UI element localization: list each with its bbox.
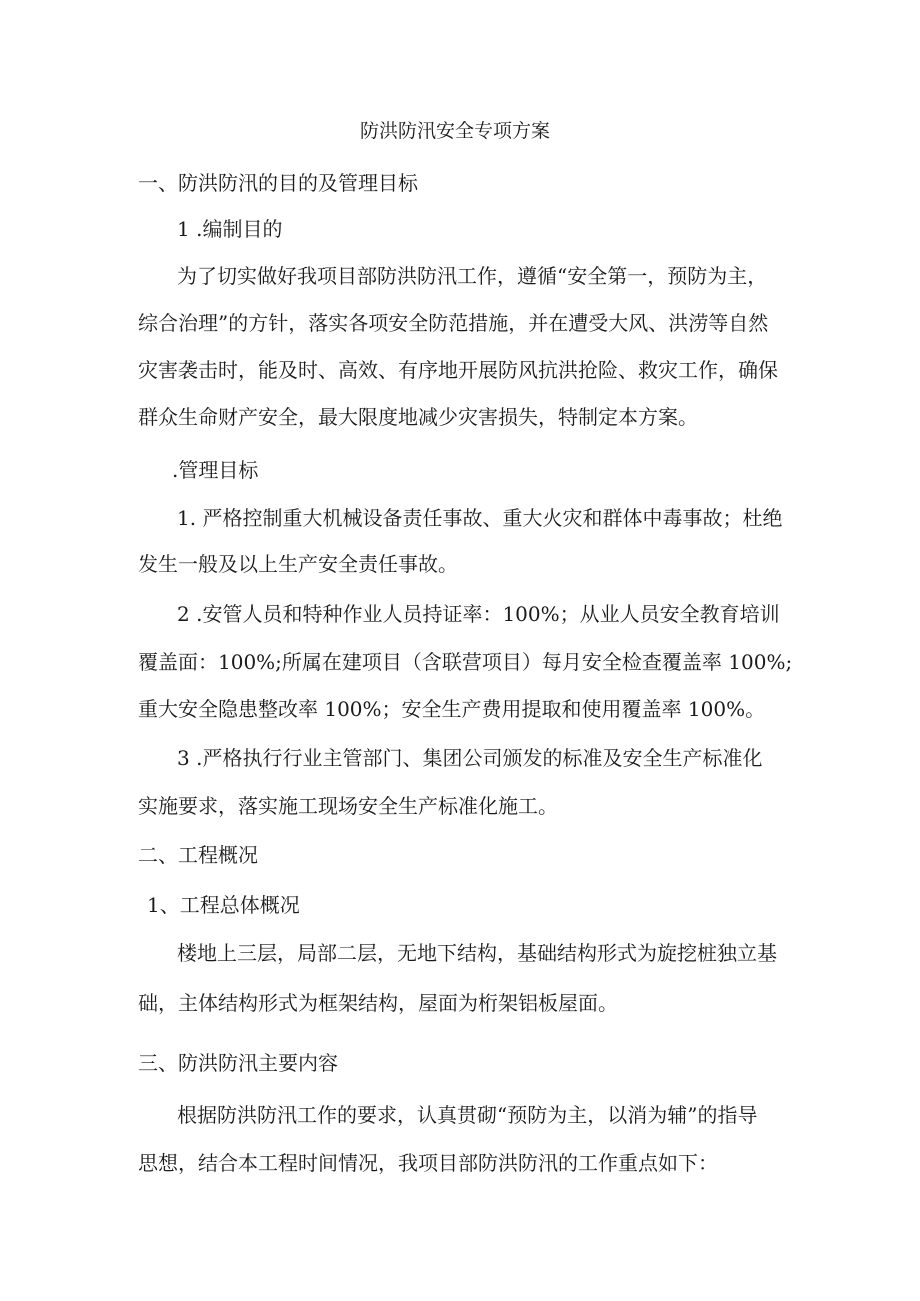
list-item-line: 重大安全隐患整改率 100%；安全生产费用提取和使用覆盖率 100%。	[138, 697, 766, 721]
section-1-heading: 一、防洪防汛的目的及管理目标	[138, 171, 418, 195]
list-item-line: 覆盖面：100%;所属在建项目（含联营项目）每月安全检查覆盖率 100%;	[138, 650, 793, 674]
subsection-1-2-heading: .管理目标	[172, 458, 259, 482]
paragraph-line: 为了切实做好我项目部防洪防汛工作，遵循“安全第一，预防为主，	[177, 264, 768, 288]
paragraph-line: 思想，结合本工程时间情况，我项目部防洪防汛的工作重点如下：	[138, 1151, 718, 1175]
document-title: 防洪防汛安全专项方案	[360, 120, 551, 142]
paragraph-line: 础，主体结构形式为框架结构，屋面为桁架铝板屋面。	[138, 991, 618, 1015]
list-item-line: 3 .严格执行行业主管部门、集团公司颁发的标准及安全生产标准化	[177, 746, 763, 770]
paragraph-line: 群众生命财产安全，最大限度地减少灾害损失，特制定本方案。	[138, 405, 698, 429]
paragraph-line: 灾害袭击时，能及时、高效、有序地开展防风抗洪抢险、救灾工作，确保	[138, 358, 778, 382]
paragraph-line: 楼地上三层，局部二层，无地下结构，基础结构形式为旋挖桩独立基	[177, 941, 777, 965]
list-item-line: 2 .安管人员和特种作业人员持证率：100%；从业人员安全教育培训	[177, 602, 780, 626]
subsection-1-1-heading: 1 .编制目的	[177, 217, 283, 241]
list-item-line: 1. 严格控制重大机械设备责任事故、重大火灾和群体中毒事故；杜绝	[177, 506, 783, 530]
list-item-line: 实施要求，落实施工现场安全生产标准化施工。	[138, 794, 558, 818]
section-3-heading: 三、防洪防汛主要内容	[138, 1051, 338, 1075]
paragraph-line: 综合治理”的方针，落实各项安全防范措施，并在遭受大风、洪涝等自然	[138, 311, 769, 335]
section-2-heading: 二、工程概况	[138, 843, 258, 867]
subsection-2-1-heading: 1、工程总体概况	[147, 893, 300, 917]
paragraph-line: 根据防洪防汛工作的要求，认真贯砌“预防为主，以消为辅”的指导	[177, 1103, 758, 1127]
list-item-line: 发生一般及以上生产安全责任事故。	[138, 552, 458, 576]
